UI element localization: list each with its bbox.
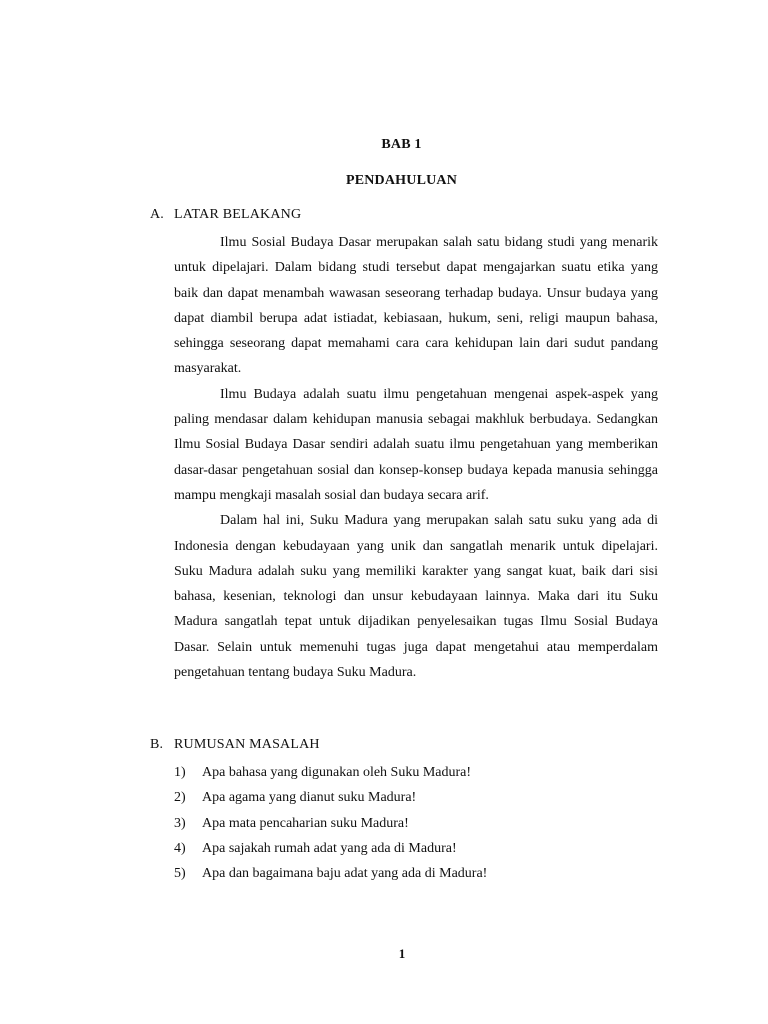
list-item-text: Apa bahasa yang digunakan oleh Suku Madura! xyxy=(202,765,472,780)
paragraph: Dalam hal ini, Suku Madura yang merupakan salah satu suku yang ada di Indonesia dengan kebudayaan yang unik dan sangatlah menarik untuk dipelajari. Suku Madura adalah suku yang memiliki karakter yang sangat kuat, baik dari sisi bahasa, kesenian, teknologi dan unsur kebudayaan lainnya. Maka dari itu Suku Madura sangatlah tepat untuk dijadikan penyelesaikan tugas Ilmu Sosial Budaya Dasar. Selain untuk memenuhi tugas juga dapat mengetahui atau memperdalam pengetahuan tentang budaya Suku Madura. xyxy=(174,513,658,681)
page-number: 1 xyxy=(398,946,406,961)
section-heading-rumusan-masalah xyxy=(150,737,320,753)
list-item-text: Apa mata pencaharian suku Madura! xyxy=(202,815,409,831)
paragraph: Ilmu Budaya adalah suatu ilmu pengetahuan mengenai aspek-aspek yang paling mendasar dalam kehidupan manusia sebagai makhluk berbudaya. Sedangkan Ilmu Sosial Budaya Dasar sendiri adalah suatu ilmu pengetahuan yang memberikan dasar-dasar pengetahuan sosial dan konsep-konsep budaya kepada manusia sehingga mampu mengkaji masalah sosial dan budaya secara arif. xyxy=(174,386,658,503)
list-item xyxy=(174,811,487,836)
list-item-number: 4) xyxy=(174,840,186,856)
list-item-text: Apa sajakah rumah adat yang ada di Madura! xyxy=(202,840,457,856)
list-item-number: 5) xyxy=(174,866,186,882)
section-title: RUMUSAN MASALAH xyxy=(174,737,320,752)
question-list xyxy=(174,760,487,886)
section-body-latar-belakang xyxy=(174,230,658,685)
list-item-text: Apa agama yang dianut suku Madura! xyxy=(202,790,417,806)
section-title: LATAR BELAKANG xyxy=(174,207,302,222)
list-item-number: 1) xyxy=(174,765,186,780)
list-item xyxy=(174,760,487,785)
list-item-number: 3) xyxy=(174,815,186,831)
chapter-title: BAB 1 xyxy=(381,137,422,152)
section-letter: B. xyxy=(150,737,164,752)
section-heading-latar-belakang xyxy=(150,207,301,223)
list-item-text: Apa dan bagaimana baju adat yang ada di Madura! xyxy=(202,866,488,882)
list-item xyxy=(174,836,487,861)
chapter-subtitle: PENDAHULUAN xyxy=(345,173,458,188)
list-item xyxy=(174,785,487,810)
list-item-number: 2) xyxy=(174,790,186,806)
paragraph: Ilmu Sosial Budaya Dasar merupakan salah satu bidang studi yang menarik untuk dipelajari. Dalam bidang studi tersebut dapat mengajarkan suatu etika yang baik dan dapat menambah wawasan seseorang terhadap budaya. Unsur budaya yang dapat diambil berupa adat istiadat, kebiasaan, hukum, seni, religi maupun bahasa, sehingga seseorang dapat memahami cara cara kehidupan lain dari sudut pandang masyarakat. xyxy=(174,235,658,377)
list-item xyxy=(174,861,487,886)
section-letter: A. xyxy=(150,207,165,222)
